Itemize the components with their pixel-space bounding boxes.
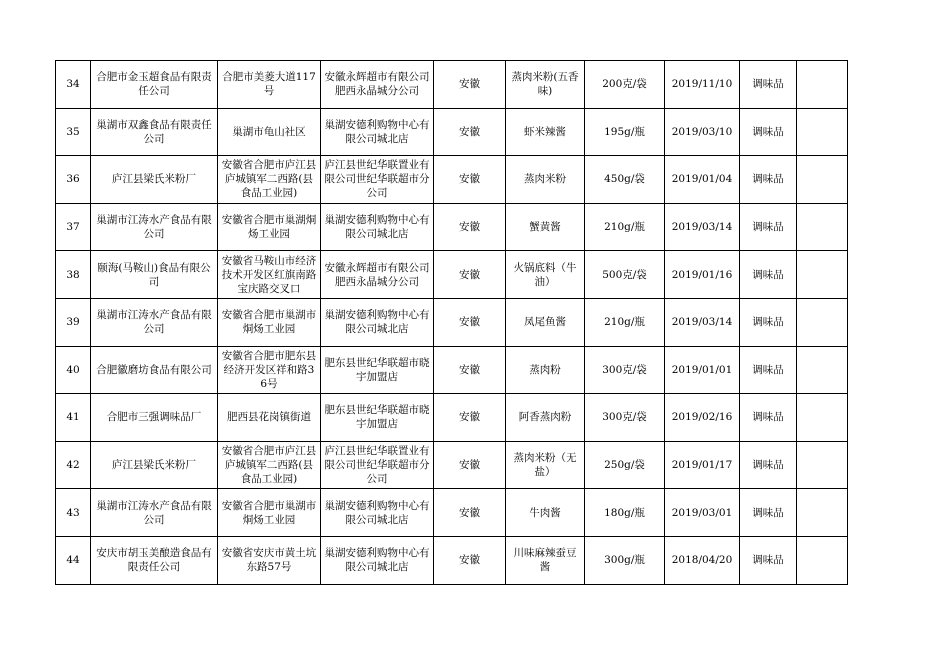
row-number-cell: 37 xyxy=(56,203,91,251)
seller-cell: 巢湖安德利购物中心有限公司城北店 xyxy=(321,203,434,251)
province-cell: 安徽 xyxy=(434,203,506,251)
product-name-cell: 阿香蒸肉粉 xyxy=(506,394,585,442)
table-row xyxy=(56,251,848,299)
product-name-cell: 蒸肉米粉 xyxy=(506,156,585,204)
seller-cell: 巢湖安德利购物中心有限公司城北店 xyxy=(321,108,434,156)
spec-cell: 450g/袋 xyxy=(585,156,665,204)
production-date-cell: 2019/02/16 xyxy=(665,394,740,442)
table-row xyxy=(56,536,848,584)
spec-cell: 300g/瓶 xyxy=(585,536,665,584)
row-number-cell: 36 xyxy=(56,156,91,204)
row-number-cell: 38 xyxy=(56,251,91,299)
seller-cell: 安徽永辉超市有限公司肥西永晶城分公司 xyxy=(321,251,434,299)
province-cell: 安徽 xyxy=(434,489,506,537)
producer-cell: 巢湖市江涛水产食品有限公司 xyxy=(91,203,218,251)
producer-address-cell: 合肥市美菱大道117号 xyxy=(218,61,321,109)
table-body xyxy=(56,61,848,585)
producer-cell: 颐海(马鞍山)食品有限公司 xyxy=(91,251,218,299)
producer-cell: 巢湖市江涛水产食品有限公司 xyxy=(91,298,218,346)
row-number-cell: 44 xyxy=(56,536,91,584)
province-cell: 安徽 xyxy=(434,156,506,204)
seller-cell: 安徽永辉超市有限公司肥西永晶城分公司 xyxy=(321,61,434,109)
production-date-cell: 2019/01/01 xyxy=(665,346,740,394)
producer-address-cell: 安徽省马鞍山市经济技术开发区红旗南路宝庆路交叉口 xyxy=(218,251,321,299)
province-cell: 安徽 xyxy=(434,298,506,346)
row-number-cell: 35 xyxy=(56,108,91,156)
note-cell xyxy=(797,251,848,299)
category-cell: 调味品 xyxy=(740,298,797,346)
spec-cell: 210g/瓶 xyxy=(585,298,665,346)
product-name-cell: 蟹黄酱 xyxy=(506,203,585,251)
province-cell: 安徽 xyxy=(434,108,506,156)
province-cell: 安徽 xyxy=(434,251,506,299)
seller-cell: 巢湖安德利购物中心有限公司城北店 xyxy=(321,298,434,346)
table-row xyxy=(56,394,848,442)
product-name-cell: 虾米辣酱 xyxy=(506,108,585,156)
category-cell: 调味品 xyxy=(740,61,797,109)
note-cell xyxy=(797,203,848,251)
producer-address-cell: 安徽省合肥市庐江县庐城镇军二西路(县食品工业园) xyxy=(218,441,321,489)
seller-cell: 肥东县世纪华联超市晓宇加盟店 xyxy=(321,346,434,394)
category-cell: 调味品 xyxy=(740,251,797,299)
category-cell: 调味品 xyxy=(740,346,797,394)
spec-cell: 300克/袋 xyxy=(585,346,665,394)
category-cell: 调味品 xyxy=(740,489,797,537)
category-cell: 调味品 xyxy=(740,108,797,156)
producer-address-cell: 安徽省合肥市肥东县经济开发区祥和路36号 xyxy=(218,346,321,394)
production-date-cell: 2019/03/14 xyxy=(665,298,740,346)
producer-address-cell: 肥西县花岗镇街道 xyxy=(218,394,321,442)
product-name-cell: 火锅底料（牛油） xyxy=(506,251,585,299)
note-cell xyxy=(797,394,848,442)
table-row xyxy=(56,203,848,251)
producer-cell: 合肥徽磨坊食品有限公司 xyxy=(91,346,218,394)
spec-cell: 210g/瓶 xyxy=(585,203,665,251)
row-number-cell: 42 xyxy=(56,441,91,489)
note-cell xyxy=(797,346,848,394)
table-row xyxy=(56,441,848,489)
table-row xyxy=(56,298,848,346)
spec-cell: 195g/瓶 xyxy=(585,108,665,156)
product-name-cell: 牛肉酱 xyxy=(506,489,585,537)
table-row xyxy=(56,156,848,204)
production-date-cell: 2018/04/20 xyxy=(665,536,740,584)
note-cell xyxy=(797,298,848,346)
data-table xyxy=(55,60,848,585)
spec-cell: 180g/瓶 xyxy=(585,489,665,537)
producer-cell: 巢湖市江涛水产食品有限公司 xyxy=(91,489,218,537)
category-cell: 调味品 xyxy=(740,156,797,204)
province-cell: 安徽 xyxy=(434,394,506,442)
table-row xyxy=(56,489,848,537)
producer-cell: 巢湖市双鑫食品有限责任公司 xyxy=(91,108,218,156)
note-cell xyxy=(797,489,848,537)
seller-cell: 庐江县世纪华联置业有限公司世纪华联超市分公司 xyxy=(321,441,434,489)
producer-cell: 安庆市胡玉美酿造食品有限责任公司 xyxy=(91,536,218,584)
producer-address-cell: 安徽省安庆市黄土坑东路57号 xyxy=(218,536,321,584)
row-number-cell: 40 xyxy=(56,346,91,394)
row-number-cell: 39 xyxy=(56,298,91,346)
seller-cell: 庐江县世纪华联置业有限公司世纪华联超市分公司 xyxy=(321,156,434,204)
province-cell: 安徽 xyxy=(434,346,506,394)
spec-cell: 200克/袋 xyxy=(585,61,665,109)
category-cell: 调味品 xyxy=(740,203,797,251)
production-date-cell: 2019/03/14 xyxy=(665,203,740,251)
production-date-cell: 2019/01/16 xyxy=(665,251,740,299)
table-row xyxy=(56,346,848,394)
producer-address-cell: 安徽省合肥市巢湖市烔炀工业园 xyxy=(218,489,321,537)
row-number-cell: 43 xyxy=(56,489,91,537)
table-row xyxy=(56,61,848,109)
producer-cell: 庐江县梁氏米粉厂 xyxy=(91,441,218,489)
category-cell: 调味品 xyxy=(740,441,797,489)
note-cell xyxy=(797,156,848,204)
spec-cell: 300克/袋 xyxy=(585,394,665,442)
category-cell: 调味品 xyxy=(740,536,797,584)
category-cell: 调味品 xyxy=(740,394,797,442)
producer-address-cell: 安徽省合肥市巢湖市烔炀工业园 xyxy=(218,298,321,346)
production-date-cell: 2019/03/10 xyxy=(665,108,740,156)
product-name-cell: 川味麻辣蚕豆酱 xyxy=(506,536,585,584)
spec-cell: 500克/袋 xyxy=(585,251,665,299)
province-cell: 安徽 xyxy=(434,61,506,109)
producer-cell: 合肥市金玉超食品有限责任公司 xyxy=(91,61,218,109)
note-cell xyxy=(797,61,848,109)
product-name-cell: 凤尾鱼酱 xyxy=(506,298,585,346)
seller-cell: 肥东县世纪华联超市晓宇加盟店 xyxy=(321,394,434,442)
producer-address-cell: 安徽省合肥市巢湖烔炀工业园 xyxy=(218,203,321,251)
province-cell: 安徽 xyxy=(434,441,506,489)
producer-cell: 合肥市三强调味品厂 xyxy=(91,394,218,442)
producer-address-cell: 安徽省合肥市庐江县庐城镇军二西路(县食品工业园) xyxy=(218,156,321,204)
seller-cell: 巢湖安德利购物中心有限公司城北店 xyxy=(321,536,434,584)
producer-address-cell: 巢湖市龟山社区 xyxy=(218,108,321,156)
spec-cell: 250g/袋 xyxy=(585,441,665,489)
production-date-cell: 2019/01/17 xyxy=(665,441,740,489)
production-date-cell: 2019/01/04 xyxy=(665,156,740,204)
table-row xyxy=(56,108,848,156)
seller-cell: 巢湖安德利购物中心有限公司城北店 xyxy=(321,489,434,537)
note-cell xyxy=(797,441,848,489)
product-name-cell: 蒸肉米粉（无盐） xyxy=(506,441,585,489)
row-number-cell: 41 xyxy=(56,394,91,442)
product-name-cell: 蒸肉米粉(五香味) xyxy=(506,61,585,109)
production-date-cell: 2019/03/01 xyxy=(665,489,740,537)
row-number-cell: 34 xyxy=(56,61,91,109)
note-cell xyxy=(797,108,848,156)
production-date-cell: 2019/11/10 xyxy=(665,61,740,109)
product-name-cell: 蒸肉粉 xyxy=(506,346,585,394)
province-cell: 安徽 xyxy=(434,536,506,584)
producer-cell: 庐江县梁氏米粉厂 xyxy=(91,156,218,204)
note-cell xyxy=(797,536,848,584)
